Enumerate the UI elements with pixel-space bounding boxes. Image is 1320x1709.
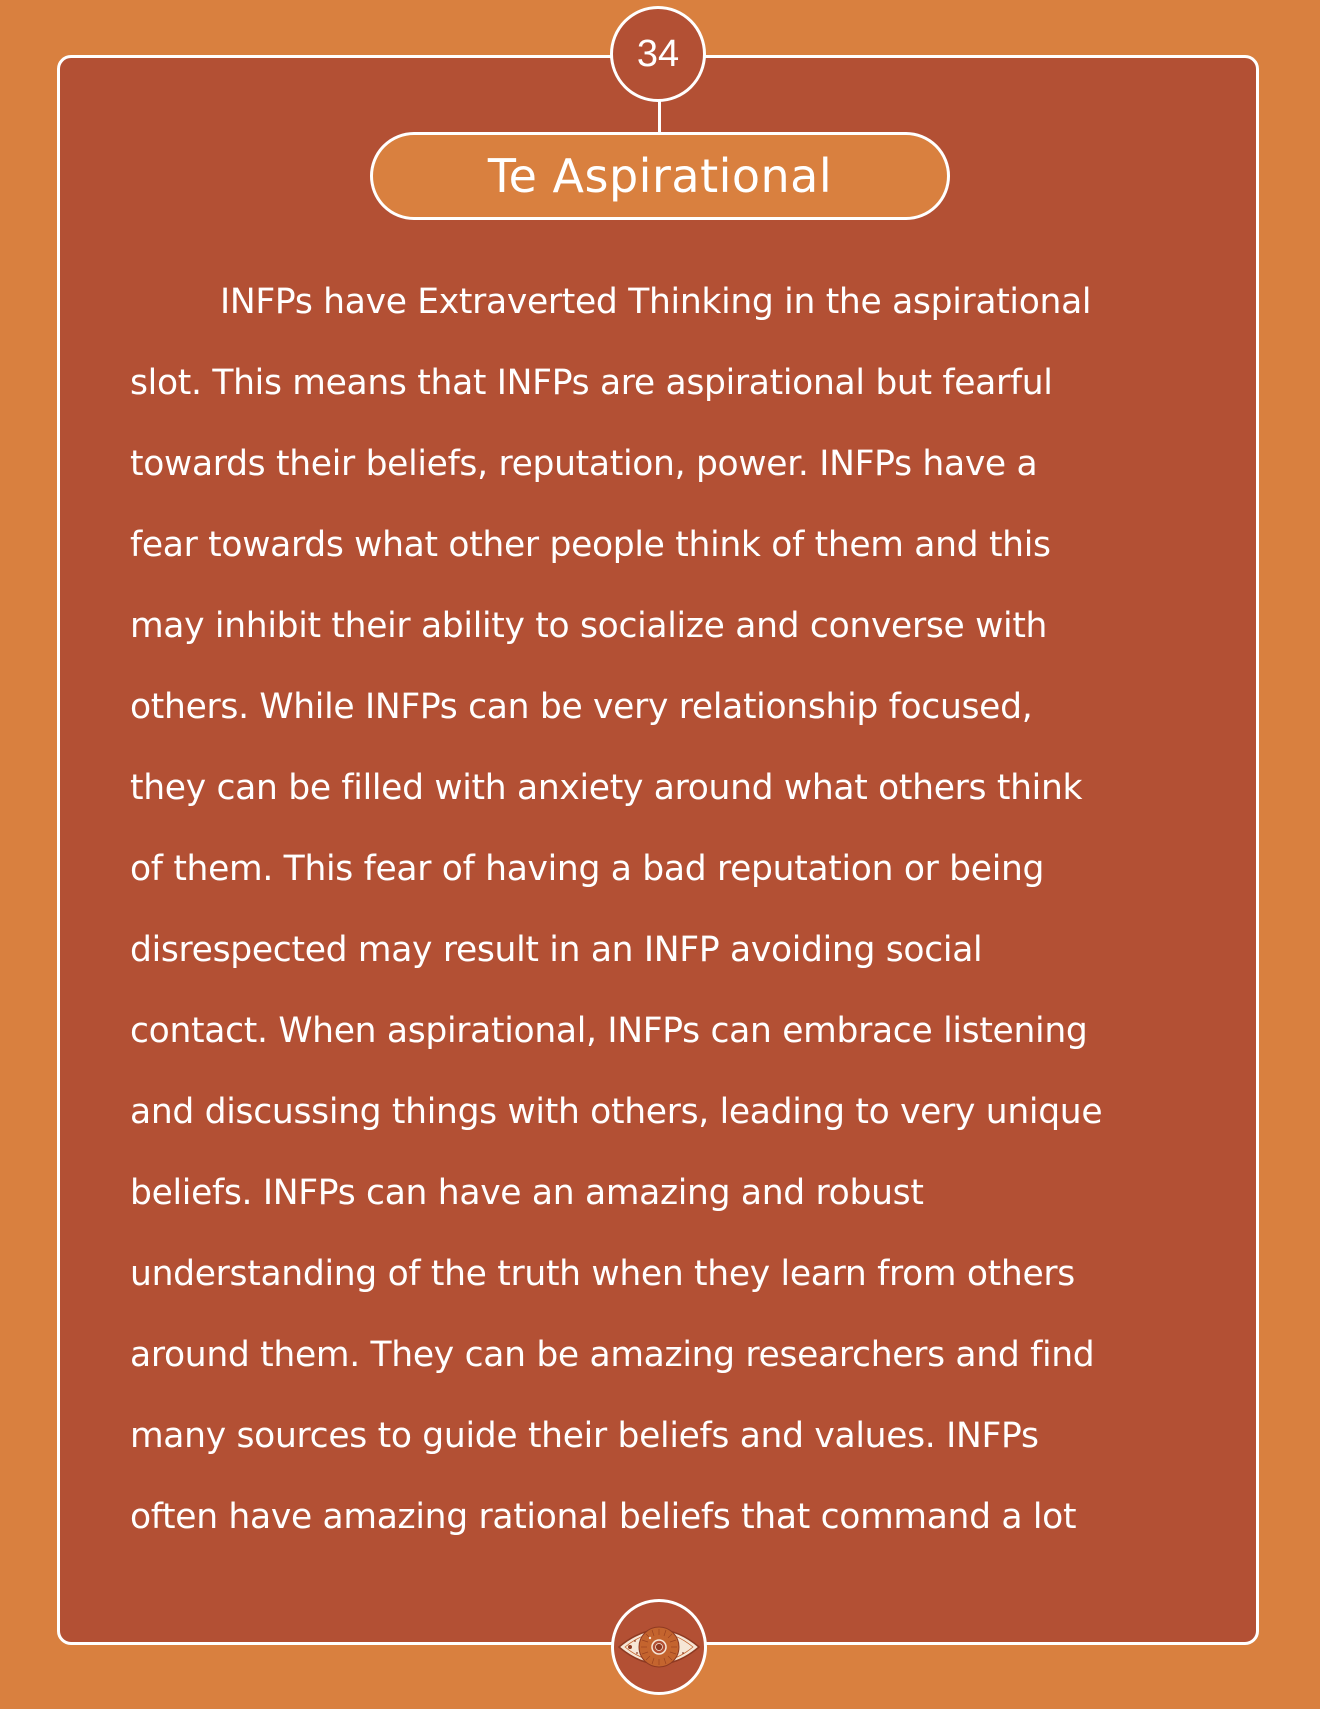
body-line: often have amazing rational beliefs that command a lot — [130, 1497, 1077, 1537]
body-line: around them. They can be amazing researchers and find — [130, 1335, 1095, 1375]
body-line: and discussing things with others, leading to very unique — [130, 1092, 1103, 1132]
page-number-badge — [610, 6, 706, 102]
eye-badge — [611, 1599, 707, 1695]
connector-line — [658, 100, 661, 134]
page-number: 34 — [636, 32, 680, 75]
body-line: understanding of the truth when they learn from others — [130, 1254, 1075, 1294]
body-line: disrespected may result in an INFP avoiding social — [130, 930, 983, 970]
title-pill — [370, 132, 950, 220]
body-line: many sources to guide their beliefs and values. INFPs — [130, 1416, 1039, 1456]
body-line: towards their beliefs, reputation, power. INFPs have a — [130, 444, 1038, 484]
body-line: contact. When aspirational, INFPs can embrace listening — [130, 1011, 1088, 1051]
body-line: of them. This fear of having a bad reputation or being — [130, 849, 1045, 889]
body-paragraph — [130, 262, 1190, 1558]
body-line: others. While INFPs can be very relationship focused, — [130, 687, 1033, 727]
page-title: Te Aspirational — [487, 149, 833, 203]
body-line: INFPs have Extraverted Thinking in the aspirational — [220, 282, 1092, 322]
body-line: fear towards what other people think of them and this — [130, 525, 1051, 565]
body-line: slot. This means that INFPs are aspirational but fearful — [130, 363, 1053, 403]
body-line: they can be filled with anxiety around what others think — [130, 768, 1083, 808]
body-line: may inhibit their ability to socialize and converse with — [130, 606, 1048, 646]
eye-icon — [617, 1617, 701, 1677]
body-line: beliefs. INFPs can have an amazing and robust — [130, 1173, 924, 1213]
